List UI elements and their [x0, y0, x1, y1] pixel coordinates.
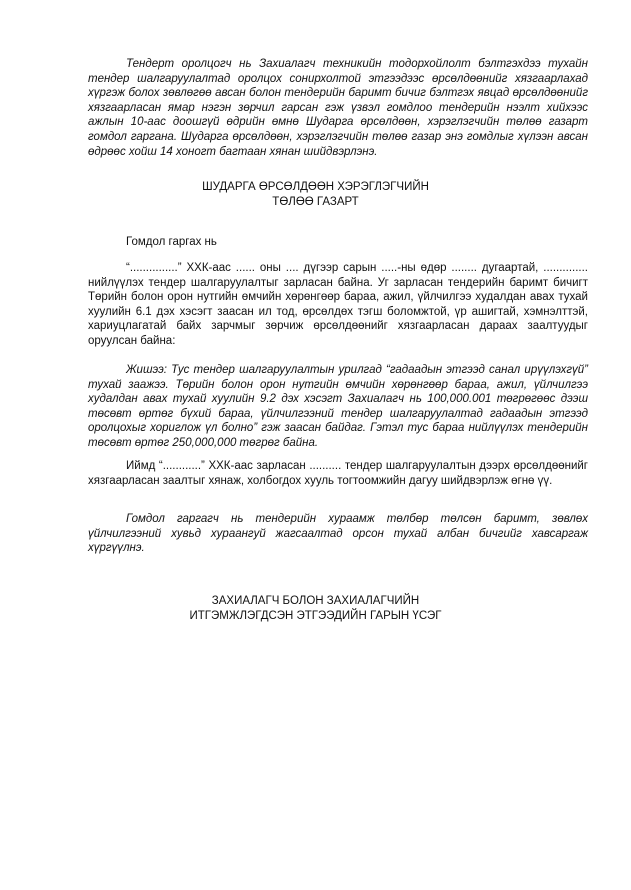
heading-line-2: ТӨЛӨӨ ГАЗАРТ — [272, 195, 359, 208]
signature-line-1: ЗАХИАЛАГЧ БОЛОН ЗАХИАЛАГЧИЙН — [211, 595, 420, 607]
signature-heading — [0, 594, 631, 623]
signature-line-2: ИТГЭМЖЛЭГДСЭН ЭТГЭЭДИЙН ГАРЫН ҮСЭГ — [189, 609, 442, 622]
section-heading — [0, 180, 631, 209]
example-paragraph: Жишээ: Тус тендер шалгаруулалтын урилгад “гадаадын этгээд санал ирүүлэхгүй” тухай заажээ. Төрийн болон орон нутгийн өмчийн хөрөнгөөр бараа, ажил, үйлчилгээ худалдан авах тухай хуулийн 9.2 дэх хэсэгт Захиалагч нь 100,000.001 төгрөгөөс дээш төсөвт өртөг бүхий бараа, үйлчилгээний тендер шалгаруулалтад гадаадын этгээд оролцохыг хориглож үл болно” гэж заасан байдаг. Гэтэл тус бараа нийлүүлэх тендерийн төсөвт өртөг 250,000,000 төгрөг байна. — [88, 364, 588, 449]
heading-line-1: ШУДАРГА ӨРСӨЛДӨӨН ХЭРЭГЛЭГЧИЙН — [202, 181, 429, 193]
intro-paragraph: Тендерт оролцогч нь Захиалагч техникийн тодорхойлолт бэлтгэхдээ тухайн тендер шалгаруулалтад оролцох сонирхолтой этгээдээс өрсөлдөөнийг хязгаарлахад хүргэж болох зөвлөгөө авсан болон тендерийн баримт бичиг бэлтгэх явцад өрсөлдөөнийг хязгаарласан ямар нэгэн зөрчил гарсан гэж үзвэл гомдлоо тендерийн нээлт хийхээс ажлын 10-аас доошгүй өдрийн өмнө Шударга өрсөлдөөн, хэрэглэгчийн төлөө газарт гомдол гаргана. Шударга өрсөлдөөн, хэрэглэгчийн төлөө газар энэ гомдлыг хүлээн авсан өдрөөс хойш 14 хоногт багтаан хянан шийдвэрлэнэ. — [88, 58, 588, 158]
attachment-note-paragraph: Гомдол гаргагч нь тендерийн хураамж төлбөр төлсөн баримт, зөвлөх үйлчилгээний хувьд хураангуй жагсаалтад орсон тухай албан бичгийг хавсаргаж хүргүүлнэ. — [88, 513, 588, 555]
request-paragraph: Иймд “............” ХХК-аас зарласан .......... тендер шалгаруулалтын дээрх өрсөлдөөнийг хязгаарласан заалтыг хянаж, холбогдох хууль тогтоомжийн дагуу шийдвэрлэж өгнө үү. — [88, 460, 588, 487]
complainant-label: Гомдол гаргах нь — [126, 236, 217, 248]
complaint-body-paragraph: “...............” ХХК-аас ...... оны .... дүгээр сарын .....-ны өдөр ........ дугаартай, .............. нийлүүлэх тендер шалгаруулалтыг зарласан байна. Уг зарласан тендерийн баримт бичигт Төрийн болон орон нутгийн өмчийн хөрөнгөөр бараа, ажил, үйлчилгээ худалдан авах тухай хуулийн 6.1 дэх хэсэгт заасан ил тод, өрсөлдөх тэгш боломжтой, үр ашигтай, хэмнэлттэй, хариуцлагатай байх зарчмыг зөрчиж өрсөлдөөнийг хязгаарласан дараах заалтуудыг оруулсан байна: — [88, 262, 588, 347]
